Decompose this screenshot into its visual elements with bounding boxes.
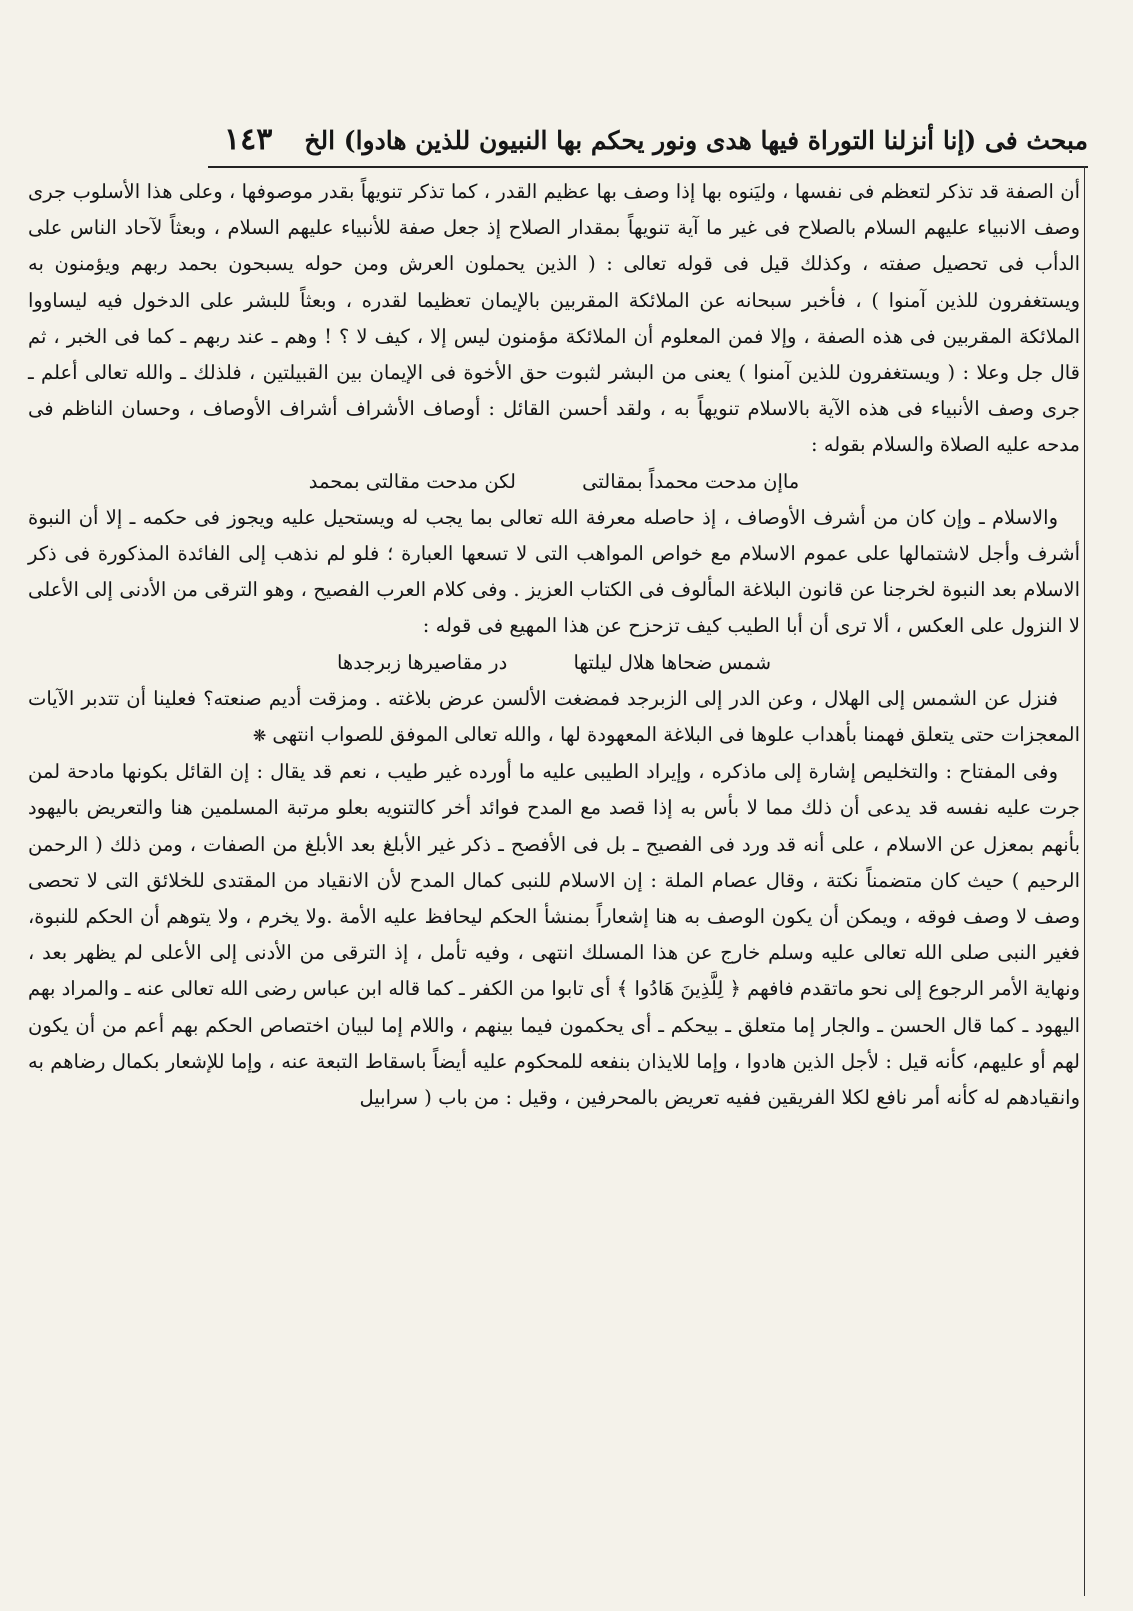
margin-rule — [1084, 166, 1085, 1596]
paragraph-3-text: فنزل عن الشمس إلى الهلال ، وعن الدر إلى الزبرجد فمضغت الألسن عرض بلاغته . ومزقت أديم صنعته؟ فعلينا أن تتدبر الآيات المعجزات حتى يتعلق فهمنا بأهداب علوها فى البلاغة المعهودة لها ، والله تعالى الموفق للصواب انتهى — [28, 686, 1080, 747]
body-text — [28, 174, 1080, 1116]
end-mark-icon: ❋ — [252, 726, 267, 746]
page-header — [28, 110, 1088, 172]
page-number: ١٤٣ — [224, 122, 273, 157]
paragraph-3 — [28, 681, 1080, 754]
verse-hemistich: در مقاصيرها زبرجدها — [336, 650, 508, 674]
book-page — [28, 110, 1088, 1590]
paragraph-1: أن الصفة قد تذكر لتعظم فى نفسها ، وليَنوه بها إذا وصف بها عظيم القدر ، كما تذكر تنويهاً بقدر موصوفها ، وعلى هذا الأسلوب جرى وصف الانبياء عليهم السلام بالصلاح فى غير ما آية تنويهاً بمقدار الصلاح إذ جعل صفة للأنبياء عليهم السلام ، وبعثاً لآحاد الناس على الدأب فى تحصيل صفته ، وكذلك قيل فى قوله تعالى : ( الذين يحملون العرش ومن حوله يسبحون بحمد ربهم ويؤمنون به ويستغفرون للذين آمنوا ) ، فأخبر سبحانه عن الملائكة المقربين بالإيمان تعظيما لقدره ، وبعثاً للبشر على الدخول فيه ليساووا الملائكة المقربين فى هذه الصفة ، وإلا فمن المعلوم أن الملائكة مؤمنون ليس إلا ، كيف لا ؟ ! وهم ـ عند ربهم ـ كما فى الخبر ، ثم قال جل وعلا : ( ويستغفرون للذين آمنوا ) يعنى من البشر لثبوت حق الأخوة فى الإيمان بين القبيلتين ، فلذلك ـ والله تعالى أعلم ـ جرى وصف الأنبياء فى هذه الآية بالاسلام تنويهاً به ، ولقد أحسن القائل : أوصاف الأشراف أشراف الأوصاف ، وحسان الناظم فى مدحه عليه الصلاة والسلام بقوله : — [28, 180, 1080, 457]
verse-hemistich: لكن مدحت مقالتى بمحمد — [308, 469, 516, 493]
verse-hemistich: ماإن مدحت محمداً بمقالتى — [582, 469, 800, 493]
paragraph-4: وفى المفتاح : والتخليص إشارة إلى ماذكره ، وإيراد الطيبى عليه ما أورده غير طيب ، نعم قد يقال : إن القائل بكونها مادحة لمن جرت عليه نفسه قد يدعى أن ذلك مما لا بأس به إذا قصد مع المدح فوائد أخر كالتنويه بعلو مرتبة المسلمين هنا والتعريض باليهود بأنهم بمعزل عن الاسلام ، على أنه قد ورد فى الفصيح ـ بل فى الأفصح ـ ذكر غير الأبلغ بعد الأبلغ من الصفات ، ومن ذلك ( الرحمن الرحيم ) حيث كان متضمناً نكتة ، وقال عصام الملة : إن الاسلام للنبى كمال المدح لأن الانقياد من المقتدى للخلائق التى لا تحصى وصف لا وصف فوقه ، ويمكن أن يكون الوصف به هنا إشعاراً بمنشأ الحكم ليحافظ عليه الأمة .ولا يخرم ، ولا يتوهم أن الحكم للنبوة، فغير النبى صلى الله تعالى عليه وسلم خارج عن هذا المسلك انتهى ، وفيه تأمل ، إذ الترقى من الأدنى إلى الأعلى لم يظهر بعد ، ونهاية الأمر الرجوع إلى نحو ماتقدم فافهم ﴿ لِلَّذِينَ هَادُوا ﴾ أى تابوا من الكفر ـ كما قاله ابن عباس رضى الله تعالى عنه ـ والمراد بهم اليهود ـ كما قال الحسن ـ والجار إما متعلق ـ بيحكم ـ أى يحكمون فيما بينهم ، واللام إما لبيان اختصاص الحكم بهم أعم من أن يكون لهم أو عليهم، كأنه قيل : لأجل الذين هادوا ، وإما للايذان بنفعه للمحكوم عليه أيضاً باسقاط التبعة عنه ، وإما للإشعار بكمال رضاهم به وانقيادهم له كأنه أمر نافع لكلا الفريقين ففيه تعريض بالمحرفين ، وقيل : من باب ( سرابيل — [28, 760, 1080, 1110]
header-rule — [208, 166, 1088, 168]
paragraph-2: والاسلام ـ وإن كان من أشرف الأوصاف ، إذ حاصله معرفة الله تعالى بما يجب له ويستحيل عليه ويجوز فى حكمه ـ إلا أن النبوة أشرف وأجل لاشتمالها على عموم الاسلام مع خواص المواهب التى لا تسعها العبارة ؛ فلو لم نذهب إلى الفائدة المذكورة فى ذكر الاسلام بعد النبوة لخرجنا عن قانون البلاغة المألوف فى الكتاب العزيز . وفى كلام العرب الفصيح ، وهو الترقى من الأدنى إلى الأعلى لا النزول على العكس ، ألا ترى أن أبا الطيب كيف تزحزح عن هذا المهيع فى قوله : — [28, 505, 1080, 638]
verse-hassan — [28, 464, 1080, 500]
running-title: مبحث فى (إنا أنزلنا التوراة فيها هدى ونور يحكم بها النبيون للذين هادوا) الخ — [304, 126, 1088, 155]
verse-abu-tayyib — [28, 645, 1080, 681]
verse-hemistich: شمس ضحاها هلال ليلتها — [573, 650, 772, 674]
